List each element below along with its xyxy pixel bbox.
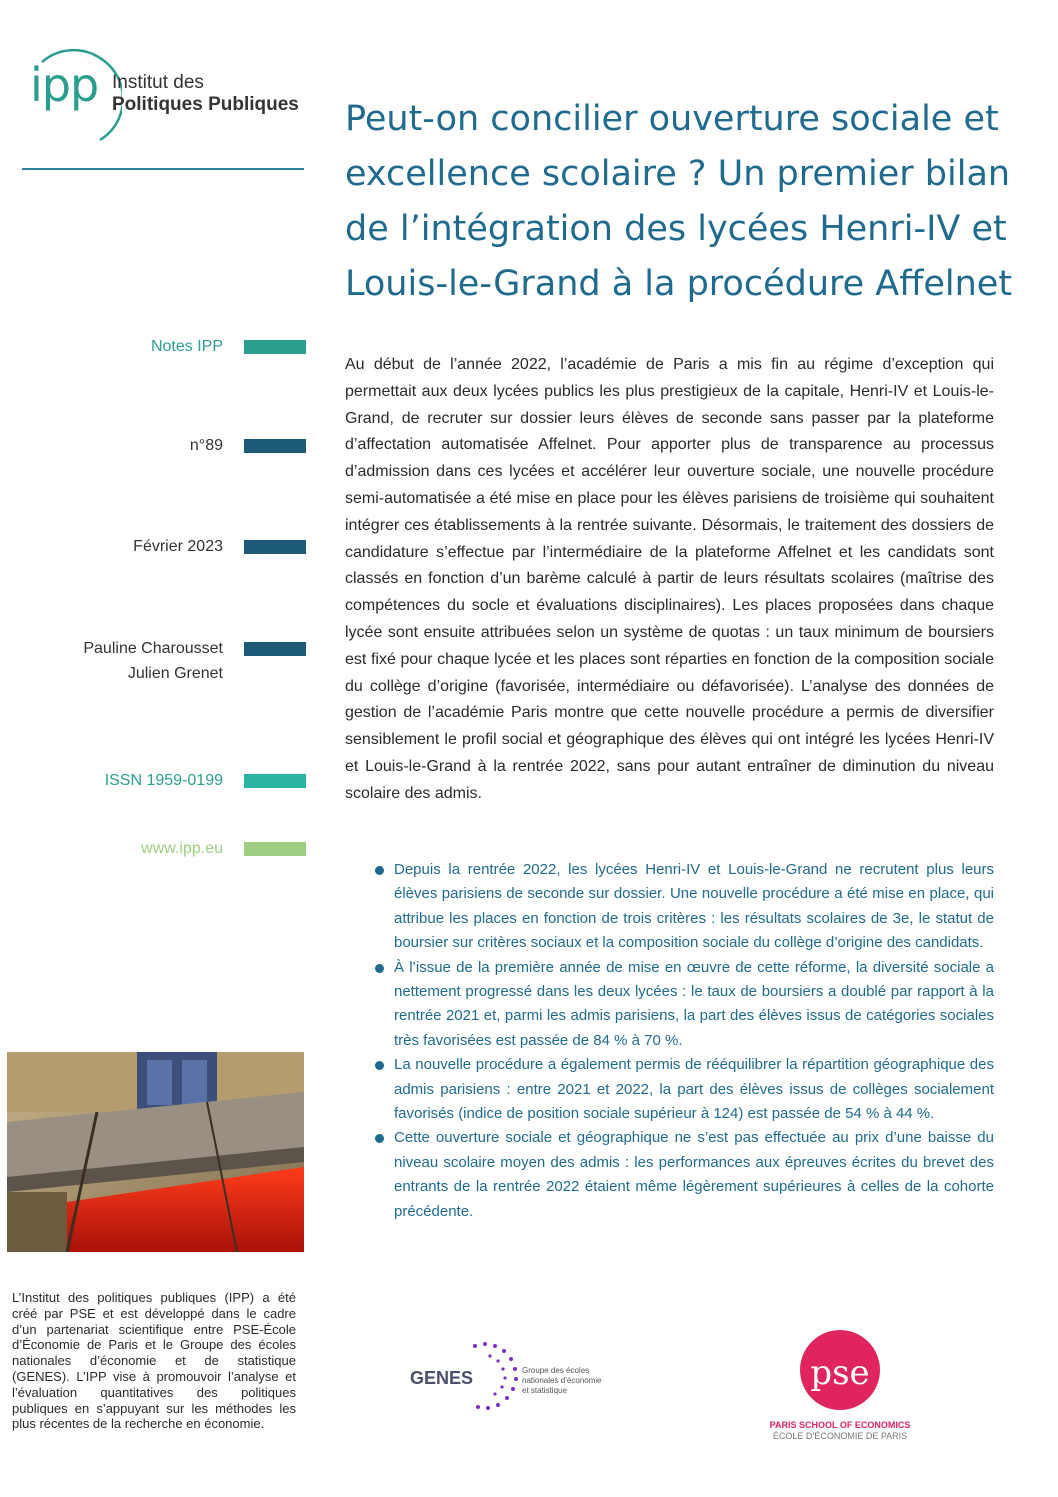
finding-item — [372, 1053, 994, 1126]
logo-mark: ipp — [30, 58, 99, 112]
about-ipp-text: L’Institut des politiques publiques (IPP) a été créé par PSE et est développé dans le cadre d’un partenariat scientifique entre PSE-École d’Économie de Paris et le Groupe des écoles nationales d’économie et de statistique (GENES). L’IPP vise à promouvoir l’analyse et l’évaluation quantitatives des politiques publiques en s’appuyant sur les méthodes les plus récentes de la recherche en économie. — [12, 1290, 296, 1432]
finding-item — [372, 858, 994, 956]
finding-text: Depuis la rentrée 2022, les lycées Henri-IV et Louis-le-Grand ne recrutent plus leurs élèves parisiens de seconde sur dossier. Une nouvelle procédure a été mise en place, qui attribue les places en fonction de trois critères : les résultats scolaires de 3e, le statut de boursier sur critères sociaux et la composition sociale du collège d’origine des candidats. — [394, 861, 994, 952]
date-bar — [244, 540, 306, 554]
page-title: Peut-on concilier ouverture sociale et excellence scolaire ? Un premier bilan de l’intégration des lycées Henri-IV et Louis-le-Grand à la procédure Affelnet — [345, 99, 1013, 304]
abstract-text: Au début de l’année 2022, l’académie de Paris a mis fin au régime d’exception qui permettait aux deux lycées publics les plus prestigieux de la capitale, Henri-IV et Louis-le-Grand, de recruter sur dossier leurs élèves de seconde sans passer par la plateforme d’affectation automatisée Affelnet. Pour apporter plus de transparence au processus d’admission dans ces lycées et accélérer leur ouverture sociale, une nouvelle procédure semi-automatisée a été mise en place pour les élèves parisiens de troisième qui souhaitent intégrer ces établissements à la rentrée suivante. Désormais, le traitement des dossiers de candidature s’effectue par l’intermédiaire de la plateforme Affelnet et les candidats sont classés en fonction d’un barème calculé à partir de leurs résultats scolaires (maîtrise des compétences du socle et évaluations disciplinaires). Les places proposées dans chaque lycée sont ensuite attribuées selon un système de quotas : un taux minimum de boursiers est fixé pour chaque lycée et les places sont réparties en fonction de la composition sociale du collège d’origine (favorisée, intermédiaire ou défavorisée). L’analyse des données de gestion de l’académie Paris montre que cette nouvelle procédure a permis de diversifier sensiblement le profil social et géographique des élèves qui ont intégré les lycées Henri-IV et Louis-le-Grand à la rentrée 2022, sans pour autant entraîner de diminution du niveau scolaire des admis. — [345, 356, 994, 802]
author-1: Pauline Charousset — [83, 640, 223, 657]
finding-item — [372, 956, 994, 1054]
pse-line-2: ÉCOLE D’ÉCONOMIE DE PARIS — [772, 1431, 908, 1441]
issn-bar — [244, 774, 306, 788]
bullet-icon — [375, 1134, 384, 1143]
issn-label: ISSN 1959-0199 — [104, 772, 223, 789]
facade-illustration — [7, 1052, 304, 1252]
publication-date: Février 2023 — [133, 538, 223, 555]
finding-text: La nouvelle procédure a également permis de rééquilibrer la répartition géographique des admis parisiens : entre 2021 et 2022, la part des élèves issus de collèges socialement favorisés (indice de position sociale supérieur à 124) est passée de 54 % à 44 %. — [394, 1056, 994, 1123]
genes-subtitle — [522, 1366, 602, 1396]
key-findings-list — [372, 858, 994, 1224]
website-bar — [244, 842, 306, 856]
pse-mark-text: pse — [810, 1353, 870, 1393]
logo-divider — [22, 168, 304, 170]
issue-bar — [244, 439, 306, 453]
series-label: Notes IPP — [150, 338, 223, 355]
genes-sub-line: nationales d’économie — [522, 1376, 602, 1385]
genes-name: GENES — [410, 1368, 474, 1388]
lycee-facade-photo — [7, 1052, 304, 1252]
author-2: Julien Grenet — [127, 665, 223, 682]
issue-number: n°89 — [189, 437, 223, 454]
pse-line-1: PARIS SCHOOL OF ECONOMICS — [769, 1420, 911, 1430]
pse-logo — [760, 1328, 920, 1443]
genes-sub-line: Groupe des écoles — [522, 1366, 590, 1375]
ipp-logo — [22, 44, 312, 144]
logo-line-2: Politiques Publiques — [112, 94, 299, 115]
series-bar — [244, 340, 306, 354]
bullet-icon — [375, 1061, 384, 1070]
bullet-icon — [375, 964, 384, 973]
genes-sub-line: et statistique — [522, 1386, 567, 1395]
website-link[interactable]: www.ipp.eu — [141, 840, 223, 857]
pse-circle-icon — [795, 1328, 885, 1418]
finding-item — [372, 1126, 994, 1224]
bullet-icon — [375, 866, 384, 875]
finding-text: Cette ouverture sociale et géographique ne s’est pas effectuée au prix d’une baisse du niveau scolaire moyen des admis : les performances aux épreuves écrites du brevet des entrants de la rentrée 2022 étaient même légèrement supérieures à celles de la cohorte précédente. — [394, 1129, 994, 1220]
finding-text: À l’issue de la première année de mise en œuvre de cette réforme, la diversité sociale a nettement progressé dans les deux lycées : le taux de boursiers a doublé par rapport à la rentrée 2021 et, parmi les admis parisiens, la part des élèves issus de catégories sociales très favorisées est passée de 84 % à 70 %. — [394, 958, 994, 1049]
authors-bar — [244, 642, 306, 656]
genes-logo — [410, 1336, 610, 1416]
logo-line-1: Institut des — [112, 72, 204, 93]
